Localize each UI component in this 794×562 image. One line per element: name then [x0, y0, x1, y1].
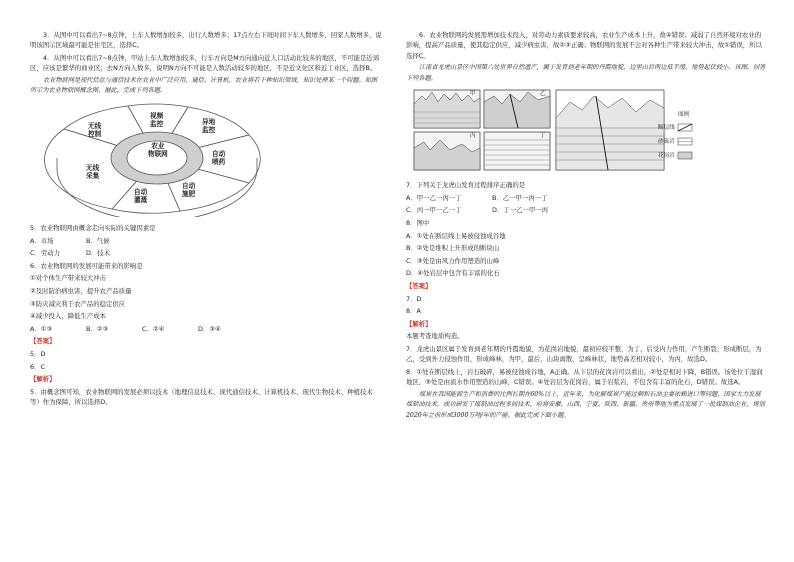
wheel-segment-label: 无线 控制 [88, 122, 102, 138]
option: C．劳动力 [30, 249, 61, 258]
paragraph: 6．农业物联网的发展需增加技术投入，对劳动力素质要求较高，农业生产成本上升，故④错误；减弱了自然环境对农业的影响，提高产品质量，使其稳定供应，减少病虫害，故②③正确；物联网的发展不会对各种生产带来较大冲击，故①错误，所以选择C。 [406, 31, 762, 60]
question-7: 7．下列关于龙虎山发育过程排序正确的是 [406, 181, 526, 190]
legend-title: 图例 [678, 112, 690, 119]
analysis: 7．龙虎山景区属于发育到老年期的丹霞地貌，为花岗岩地貌，最初应较平整，为丁，后受内力作用，产生断裂，形成断层，为乙，受到外力侵蚀作用，形成峰林，为甲，最后，山块离散，呈峰林状，地势高差相对较小，为丙，故选D。 [406, 344, 762, 364]
legend-item: 断层线 [658, 125, 675, 132]
question-6: 6．农业物联网的发展可能带来的影响是 [30, 261, 143, 270]
option: A．甲一乙一丙一丁 [406, 193, 462, 202]
wheel-segment-label: 自动 施肥 [182, 182, 196, 198]
passage-intro: 农业物联网是现代信息与通信技术在农业中广泛应用，通信、计算机、农业将若干种知识领域、知识处理某一个问题。如图所示为农业物联网概念图。据此，完成下列各题。 [30, 77, 378, 95]
option: B．乙一甲一丙一丁 [492, 193, 548, 202]
question-5: 5．农业物联网由概念走向实际的关键因素是 [30, 224, 156, 232]
answer: 6．C [30, 362, 45, 371]
analysis: 5．由概念图可知，农业物联网的发展必须以技术（地理信息技术、现代通信技术、计算机技术、现代生物技术、种植技术等）作为保障，所以选择D。 [30, 387, 373, 407]
q7-options [406, 193, 766, 204]
right-column [406, 30, 766, 423]
statement: ③防灾减灾利于农产品的稳定供应 [30, 299, 126, 308]
analysis-tag: 【解析】 [406, 319, 432, 328]
option: A．①③ [30, 324, 53, 333]
statement: ②及时防治病虫害，提升农产品质量 [30, 286, 132, 295]
option: B．②处是堆积上升形成的断块山 [406, 244, 500, 253]
passage-intro: 江南省龙虎山景区中国第六处世界自然遗产，属于发育到老年期的丹霞地貌，边里山岩两边低平缓，地势起伏较小。该图。回答下列各题。 [406, 64, 766, 82]
geology-svg [410, 88, 710, 174]
option: D．技术 [86, 249, 111, 258]
analysis: 本题考查地质构造。 [406, 332, 464, 341]
option: A．市场 [30, 236, 54, 245]
question-8: 8．图中 [406, 219, 430, 227]
legend-item: 花岗岩 [658, 153, 675, 160]
q5-options [30, 248, 382, 259]
q7-options [406, 205, 766, 216]
answer-tag: 【答案】 [30, 337, 56, 346]
option: D．③④ [198, 324, 221, 333]
left-column [30, 30, 382, 410]
wheel-segment-label: 自动 喷药 [212, 150, 226, 166]
q5-options [30, 236, 382, 247]
option: D．丁一乙一甲一丙 [492, 206, 549, 215]
panel-label: 乙 [540, 91, 546, 98]
q6-options [30, 324, 382, 335]
option: C．③处是由风力作用塑造的山峰 [406, 256, 500, 265]
answer: 8．A [406, 307, 421, 316]
panel-label: 丁 [540, 133, 546, 140]
wheel-segment-label: 无线 采集 [86, 164, 100, 180]
statement: ④减少投入，降低生产成本 [30, 312, 107, 321]
wheel-segment-label: 视频 监控 [150, 112, 164, 128]
paragraph: 4．从图中可以看出7~8点钟，甲站上车人数增加较多，行车方向是M方向通向近人口活动比较多的地区，不可能是近郊区，应该是繁华的商业区；去N方向人数多，说明N方向不可能是人数活动较多的地区，不是近文化区和近工业区，选择B。 [30, 54, 380, 73]
option: B．②③ [86, 324, 109, 333]
wheel-segment-label: 异地 监控 [202, 118, 216, 134]
answer-tag: 【答案】 [406, 281, 432, 290]
wheel-center-label: 农业 物联网 [148, 142, 168, 158]
geology-figure [410, 88, 710, 174]
wheel-segment-label: 自动 灌溉 [134, 188, 148, 204]
answer: 5．D [30, 349, 46, 358]
statement: ①对个体生产带来较大冲击 [30, 274, 107, 283]
option: C．②④ [142, 324, 165, 333]
paragraph: 3．从图中可以看出7~8点钟，上车人数增加较多，出行人数增多；17点左右下班时间下车人数增多，回家人数增多，说明该图示区域最可能是住宅区，选择C。 [30, 31, 382, 50]
analysis: 8．①处在断层线上，岩石破碎，易被侵蚀成谷地，A正确。从下层的花岗岩可以看出，②处是相对下降，B错误。该处位于湿润地区，③处是由流水作用塑造的山峰，C错误。④处岩层为花岗岩，属于岩浆岩，不包含有丰富的化石，D错误。故选A。 [406, 367, 763, 387]
option: D．④处岩层中包含有丰富的化石 [406, 269, 500, 278]
agri-iot-diagram [42, 99, 272, 217]
analysis-tag: 【解析】 [30, 375, 56, 384]
option: B．气候 [86, 236, 110, 245]
option: A．①处在断层线上易被侵蚀成谷地 [406, 231, 506, 240]
passage-intro: 煤炭在我国能源生产和消费的比例长期在60%以上，近年来，为化解煤炭产能过剩和石油主要依赖进口等问题，国家大力发展煤制油技术，成功研发了煤制油过程多间技术，府将安徽、山西、宁夏、陕西、新疆、贵州等地为重点发展了一批煤制油企业，规划2020年之前形成3000万吨/年的产能。据此完成下面小题。 [406, 390, 765, 419]
panel-label: 丙 [470, 133, 476, 140]
panel-label: 甲 [470, 91, 476, 98]
option: C．丙一甲一乙一丁 [406, 206, 462, 215]
legend-item: 砂砾岩 [658, 139, 675, 146]
answer: 7．D [406, 294, 422, 303]
